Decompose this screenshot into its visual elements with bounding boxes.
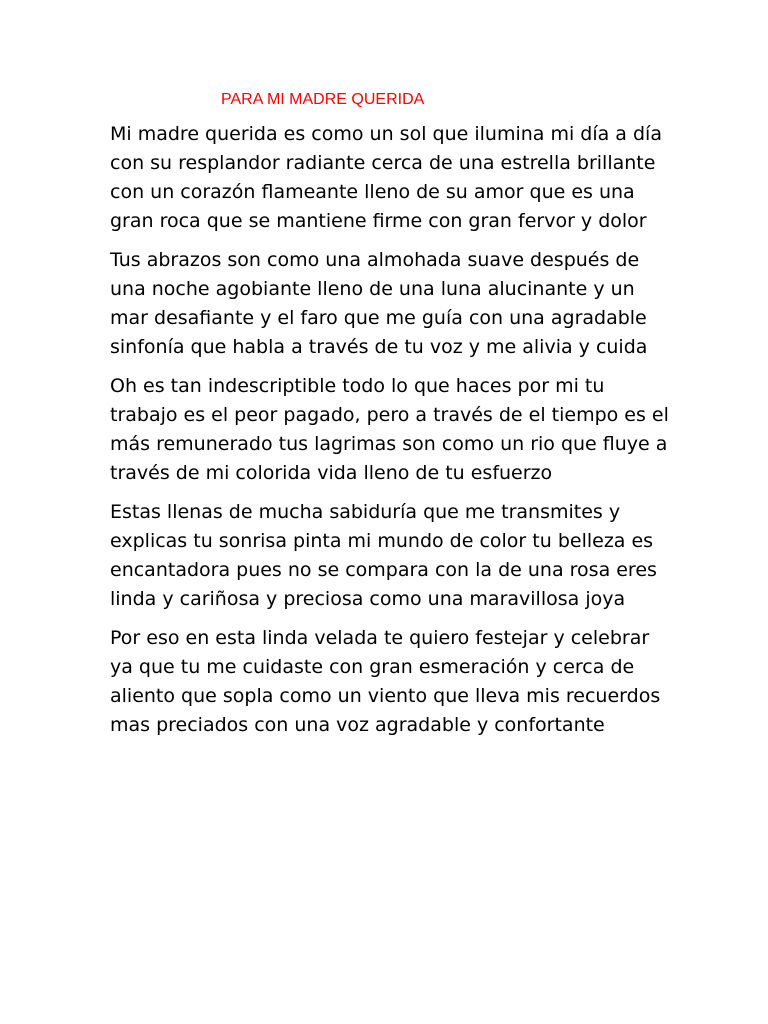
text-line: una noche agobiante lleno de una luna alucinante y un — [110, 278, 635, 300]
paragraph-5 — [110, 624, 700, 740]
text-line: Estas llenas de mucha sabiduría que me transmites y — [110, 501, 621, 523]
text-line: Tus abrazos son como una almohada suave después de — [110, 249, 640, 271]
text-line: través de mi colorida vida lleno de tu esfuerzo — [110, 462, 553, 484]
text-line: explicas tu sonrisa pinta mi mundo de color tu belleza es — [110, 530, 654, 552]
paragraph-2 — [110, 246, 700, 362]
text-line: sinfonía que habla a través de tu voz y me alivia y cuida — [110, 336, 648, 358]
text-line: Oh es tan indescriptible todo lo que haces por mi tu — [110, 375, 605, 397]
document-title: PARA MI MADRE QUERIDA — [221, 91, 425, 108]
paragraph-1 — [110, 120, 700, 236]
text-line: mas preciados con una voz agradable y confortante — [110, 714, 605, 736]
text-line: más remunerado tus lagrimas son como un rio que fluye a — [110, 433, 668, 455]
text-line: Mi madre querida es como un sol que ilumina mi día a día — [110, 123, 662, 145]
text-line: aliento que sopla como un viento que lleva mis recuerdos — [110, 685, 661, 707]
text-line: trabajo es el peor pagado, pero a través de el tiempo es el — [110, 404, 669, 426]
text-line: con un corazón flameante lleno de su amor que es una — [110, 181, 635, 203]
text-line: con su resplandor radiante cerca de una estrella brillante — [110, 152, 656, 174]
text-line: encantadora pues no se compara con la de una rosa eres — [110, 559, 657, 581]
text-line: mar desafiante y el faro que me guía con una agradable — [110, 307, 647, 329]
text-line: linda y cariñosa y preciosa como una maravillosa joya — [110, 588, 626, 610]
text-line: Por eso en esta linda velada te quiero festejar y celebrar — [110, 627, 650, 649]
paragraph-4 — [110, 498, 700, 614]
text-line: gran roca que se mantiene firme con gran fervor y dolor — [110, 210, 647, 232]
document-body — [110, 120, 700, 750]
paragraph-3 — [110, 372, 700, 488]
text-line: ya que tu me cuidaste con gran esmeración y cerca de — [110, 656, 635, 678]
